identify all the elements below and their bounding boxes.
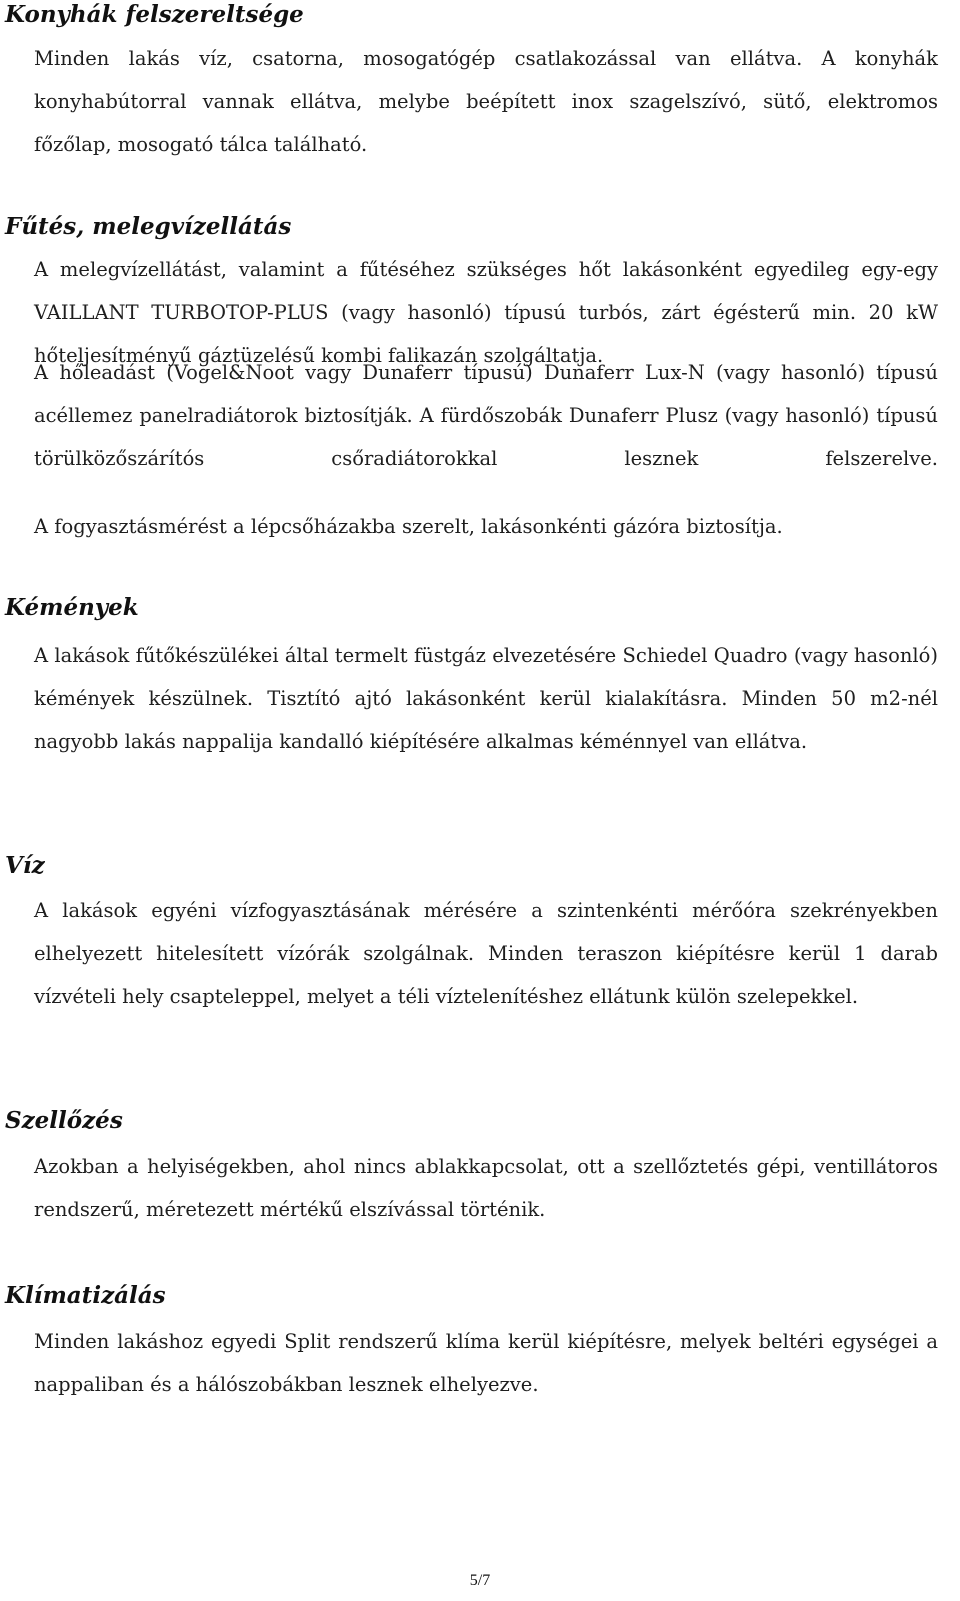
heading-klimatizalas: Klímatizálás (5, 1282, 166, 1309)
heading-konyhak: Konyhák felszereltsége (5, 1, 304, 28)
heading-futes: Fűtés, melegvízellátás (5, 213, 292, 240)
paragraph-futes-kazan: A melegvízellátást, valamint a fűtéséhez szükséges hőt lakásonként egyedileg egy-egy VAILLANT TURBOTOP-PLUS (vagy hasonló) típusú turbós, zárt égésterű min. 20 kW hőteljesítményű gáztüzelésű kombi falikazán szolgáltatja. (34, 258, 938, 367)
paragraph-klimatizalas: Minden lakáshoz egyedi Split rendszerű klíma kerül kiépítésre, melyek beltéri egységei a nappaliban és a hálószobákban lesznek elhelyezve. (34, 1330, 938, 1396)
paragraph-kemenyek: A lakások fűtőkészülékei által termelt füstgáz elvezetésére Schiedel Quadro (vagy hasonló) kémények készülnek. Tisztító ajtó lakásonként kerül kialakításra. Minden 50 m2-nél nagyobb lakás nappalija kandalló kiépítésére alkalmas kéménnyel van ellátva. (34, 644, 938, 753)
heading-szellozes: Szellőzés (5, 1107, 123, 1134)
heading-viz: Víz (5, 852, 45, 879)
page-number: 5/7 (469, 1572, 491, 1589)
paragraph-futes-radiator: A hőleadást (Vogel&Noot vagy Dunaferr típusú) Dunaferr Lux-N (vagy hasonló) típusú acéllemez panelradiátorok biztosítják. A fürdőszobák Dunaferr Plusz (vagy hasonló) típusú törülközőszárítós csőradiátorokkal lesznek felszerelve. (34, 361, 938, 470)
paragraph-futes-meres: A fogyasztásmérést a lépcsőházakba szerelt, lakásonkénti gázóra biztosítja. (34, 515, 783, 538)
paragraph-konyhak: Minden lakás víz, csatorna, mosogatógép csatlakozással van ellátva. A konyhák konyhabútorral vannak ellátva, melybe beépített inox szagelszívó, sütő, elektromos főzőlap, mosogató tálca található. (34, 47, 938, 156)
heading-kemenyek: Kémények (5, 594, 139, 621)
paragraph-viz: A lakások egyéni vízfogyasztásának mérésére a szintenkénti mérőóra szekrényekben elhelyezett hitelesített vízórák szolgálnak. Minden teraszon kiépítésre kerül 1 darab vízvételi hely csapteleppel, melyet a téli víztelenítéshez ellátunk külön szelepekkel. (34, 899, 938, 1008)
paragraph-szellozes: Azokban a helyiségekben, ahol nincs ablakkapcsolat, ott a szellőztetés gépi, ventillátoros rendszerű, méretezett mértékű elszívással történik. (34, 1155, 938, 1221)
